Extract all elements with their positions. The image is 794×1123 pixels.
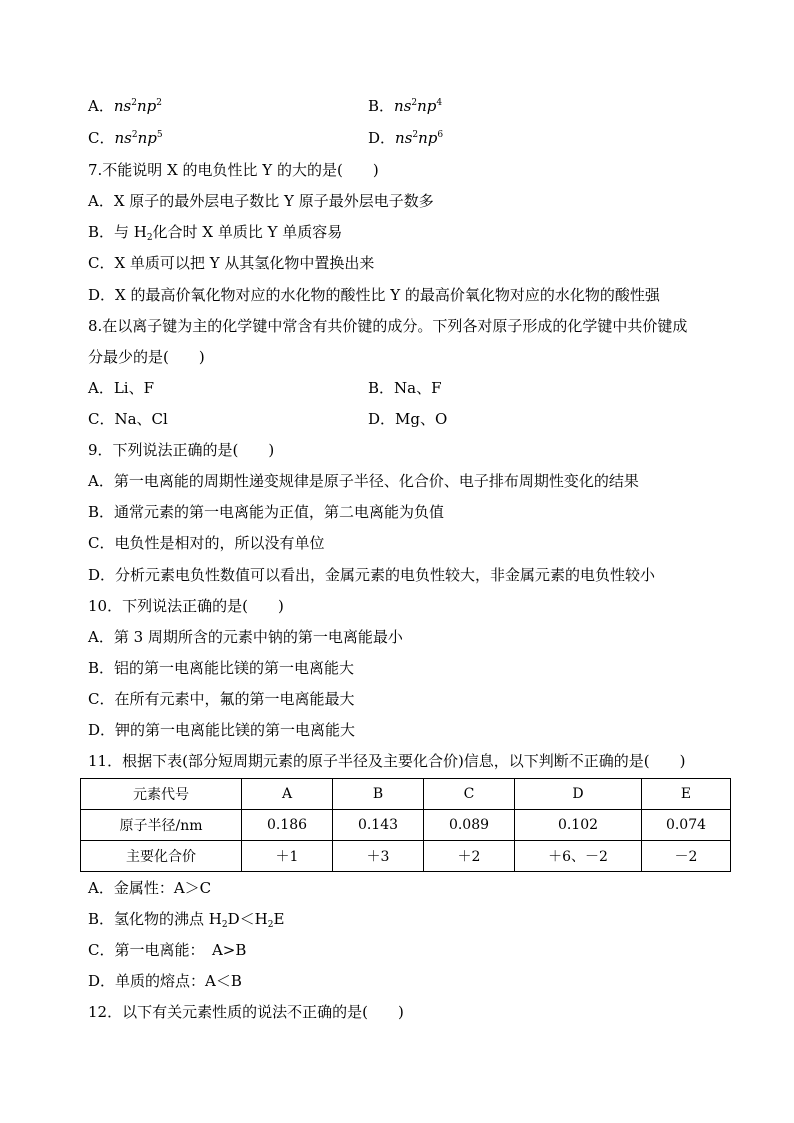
q8-option-b: B．Na、F — [368, 379, 442, 397]
subscript: 2 — [221, 920, 228, 930]
q6-option-c — [88, 128, 163, 148]
table-cell: 0.186 — [242, 810, 333, 841]
table-row — [81, 810, 731, 841]
option-text: np — [136, 97, 157, 115]
table-cell: ＋6、－2 — [515, 841, 642, 872]
superscript: 2 — [412, 130, 419, 140]
option-text: ns — [395, 129, 413, 147]
q11-option-a: A．金属性：A＞C — [88, 879, 212, 897]
q10-option-c: C．在所有元素中，氟的第一电离能最大 — [88, 690, 355, 708]
q9-option-d: D．分析元素电负性数值可以看出，金属元素的电负性较大，非金属元素的电负性较小 — [88, 566, 656, 584]
table-cell: ＋2 — [424, 841, 515, 872]
q7-option-b — [88, 222, 342, 242]
q8-stem-line2: 分最少的是( ) — [88, 348, 205, 366]
q10-option-a: A．第 3 周期所含的元素中钠的第一电离能最小 — [88, 628, 403, 646]
q9-option-a: A．第一电离能的周期性递变规律是原子半径、化合价、电子排布周期性变化的结果 — [88, 472, 639, 490]
table-cell: B — [333, 779, 424, 810]
table-cell: ＋3 — [333, 841, 424, 872]
q8-option-d: D．Mg、O — [368, 410, 448, 428]
table-cell: ＋1 — [242, 841, 333, 872]
option-text: np — [418, 129, 438, 147]
table-row — [81, 841, 731, 872]
table-cell: 元素代号 — [81, 779, 242, 810]
q11-stem: 11．根据下表(部分短周期元素的原子半径及主要化合价)信息，以下判断不正确的是( ) — [88, 752, 686, 770]
q9-option-b: B．通常元素的第一电离能为正值，第二电离能为负值 — [88, 503, 445, 521]
superscript: 4 — [436, 98, 443, 108]
option-text: np — [417, 97, 437, 115]
option-text: ns — [394, 97, 412, 115]
table-cell: 原子半径/nm — [81, 810, 242, 841]
table-row — [81, 779, 731, 810]
element-info-table — [80, 778, 731, 872]
q8-option-a: A．Li、F — [88, 379, 154, 397]
option-text: B．与 H — [88, 223, 147, 241]
option-label: B． — [368, 97, 395, 115]
option-text: ns — [114, 129, 132, 147]
superscript: 5 — [156, 130, 163, 140]
q8-stem-line1: 8.在以离子键为主的化学键中常含有共价键的成分。下列各对原子形成的化学键中共价键成 — [88, 317, 688, 335]
superscript: 2 — [131, 130, 138, 140]
table-cell: 主要化合价 — [81, 841, 242, 872]
q7-option-d: D．X 的最高价氧化物对应的水化物的酸性比 Y 的最高价氧化物对应的水化物的酸性强 — [88, 286, 660, 304]
table-cell: A — [242, 779, 333, 810]
table-cell: C — [424, 779, 515, 810]
option-text: 化合时 X 单质比 Y 单质容易 — [152, 223, 343, 241]
q6-option-b — [368, 96, 442, 116]
table-cell: 0.102 — [515, 810, 642, 841]
q10-option-d: D．钾的第一电离能比镁的第一电离能大 — [88, 721, 356, 739]
option-label: A． — [88, 97, 114, 115]
q11-option-c: C．第一电离能： A>B — [88, 941, 247, 959]
q8-option-c: C．Na、Cl — [88, 410, 168, 428]
q10-stem: 10．下列说法正确的是( ) — [88, 597, 284, 615]
q11-option-d: D．单质的熔点：A＜B — [88, 972, 242, 990]
table-cell: －2 — [642, 841, 731, 872]
table-cell: 0.074 — [642, 810, 731, 841]
q12-stem: 12．以下有关元素性质的说法不正确的是( ) — [88, 1003, 404, 1021]
q7-stem: 7.不能说明 X 的电负性比 Y 的大的是( ) — [88, 161, 379, 179]
q7-option-a: A．X 原子的最外层电子数比 Y 原子最外层电子数多 — [88, 192, 434, 210]
q9-stem: 9．下列说法正确的是( ) — [88, 441, 275, 459]
option-text: E — [273, 910, 285, 928]
subscript: 2 — [146, 233, 153, 243]
q11-option-b — [88, 909, 284, 929]
option-text: D＜H — [227, 910, 268, 928]
q6-option-a — [88, 96, 162, 116]
option-label: C． — [88, 129, 115, 147]
superscript: 6 — [437, 130, 444, 140]
q9-option-c: C．电负性是相对的，所以没有单位 — [88, 534, 325, 552]
q7-option-c: C．X 单质可以把 Y 从其氢化物中置换出来 — [88, 254, 375, 272]
option-text: B．氢化物的沸点 H — [88, 910, 222, 928]
option-text: np — [137, 129, 157, 147]
q10-option-b: B．铝的第一电离能比镁的第一电离能大 — [88, 659, 355, 677]
table-cell: E — [642, 779, 731, 810]
option-text: ns — [113, 97, 132, 115]
subscript: 2 — [267, 920, 274, 930]
table-cell: 0.143 — [333, 810, 424, 841]
superscript: 2 — [156, 98, 162, 108]
q6-option-d — [368, 128, 443, 148]
option-label: D． — [368, 129, 396, 147]
table-cell: 0.089 — [424, 810, 515, 841]
superscript: 2 — [411, 98, 418, 108]
superscript: 2 — [131, 98, 137, 108]
table-cell: D — [515, 779, 642, 810]
